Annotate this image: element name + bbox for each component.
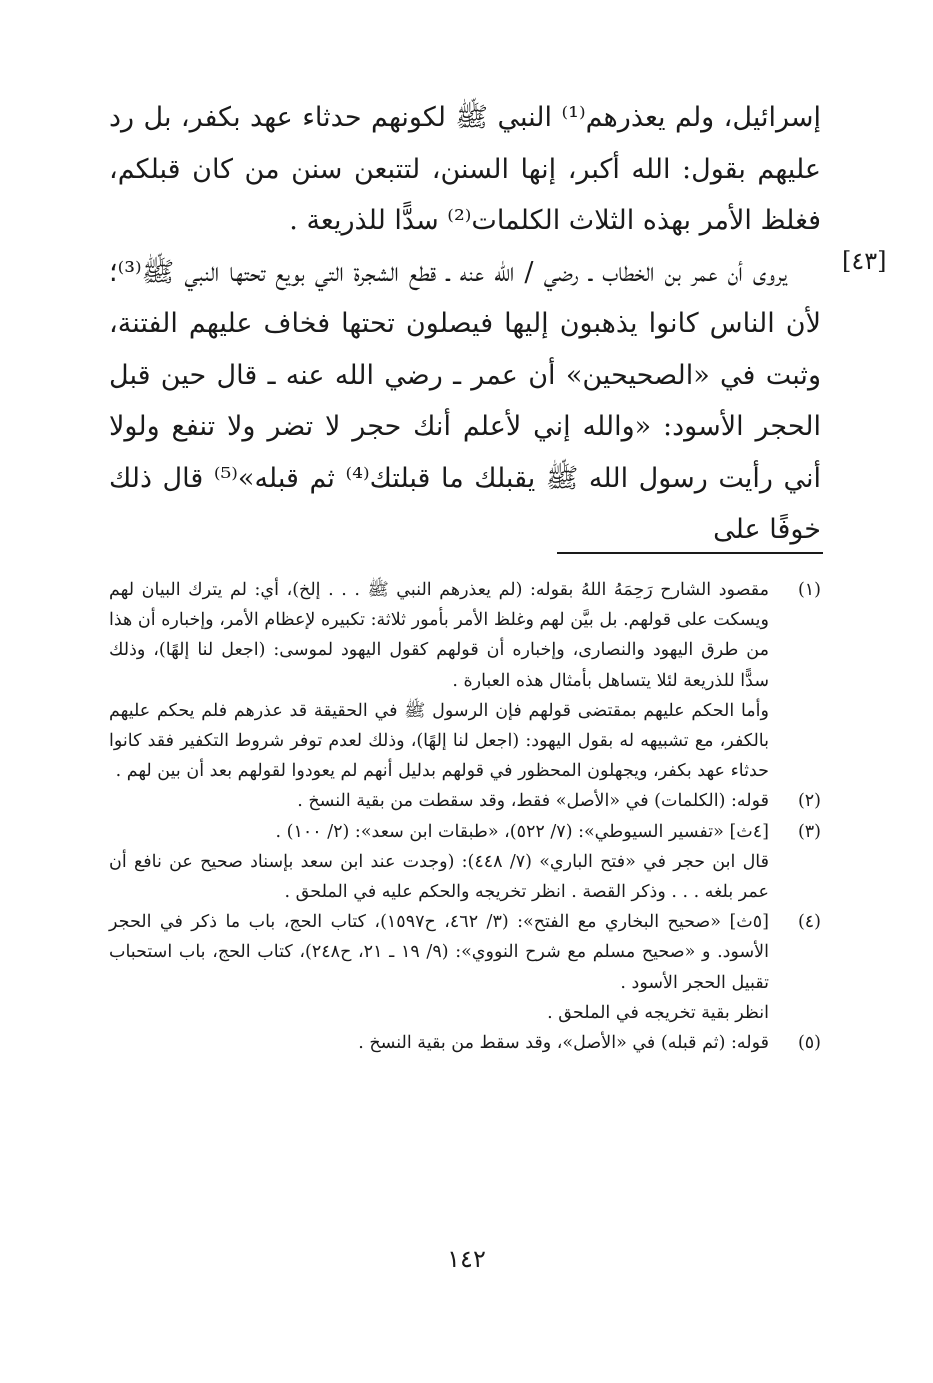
footnote-reference — [109, 907, 769, 998]
footnote-text: قوله: (ثم قبله) في «الأصل»، وقد سقط من بقية النسخ . — [358, 1033, 769, 1054]
footnote-4 — [109, 907, 821, 1028]
footnote-ref-code: [٥ث] — [729, 912, 769, 933]
footnote-1 — [109, 575, 821, 786]
footnote-5 — [109, 1028, 821, 1058]
footnote-text: انظر بقية تخريجه في الملحق . — [547, 1002, 769, 1023]
footnote-reference — [109, 817, 769, 847]
main-text — [109, 92, 821, 556]
paragraph-2: يروى أن عمر بن الخطاب ـ رضي / الله عنه ـ قطع الشجرة التي بويع تحتها النبي ﷺ⁽³⁾؛ لأن الناس كانوا يذهبون إليها فيصلون تحتها فخاف عليهم الفتنة، وثبت في «الصحيحين» أن عمر ـ رضي الله عنه ـ قال حين قبل الحجر الأسود: «والله إني لأعلم أنك حجر لا تضر ولا تنفع ولولا أني رأيت رسول الله ﷺ يقبلك ما قبلتك⁽⁴⁾ ثم قبله»⁽⁵⁾ قال ذلك خوفًا على — [109, 256, 821, 545]
footnote-number: (٤) — [797, 912, 821, 933]
footnote-number: (٥) — [797, 1033, 821, 1054]
footnotes — [109, 575, 821, 1058]
footnote-3 — [109, 817, 821, 908]
page-number: ١٤٢ — [447, 1245, 486, 1273]
footnote-text: وأما الحكم عليهم بمقتضى قولهم فإن الرسول ﷺ في الحقيقة قد عذرهم فلم يحكم عليهم بالكفر، مع تشبيهه له بقول اليهود: (اجعل لنا إلهًا)، وذلك لعدم توفر شروط التكفير فقد كانوا حدثاء عهد بكفر، ويجهلون المحظور في قولهم بدليل أنهم لم يعودوا لقولهم بعد أن بين لهم . — [109, 700, 769, 782]
footnote-number: (١) — [797, 580, 821, 600]
footnote-ref-sources: «تفسير السيوطي»: (٧/ ٥٢٢)، «طبقات ابن سعد»: (٢/ ١٠٠) . — [275, 821, 724, 842]
footnote-text: مقصود الشارح رَحِمَهُ اللهُ بقوله: (لم يعذرهم النبي ﷺ . . . إلخ)، أي: لم يترك البيان لهم ويسكت على قولهم. بل بيَّن لهم وغلظ الأمر بأمور ثلاثة: تكبيره لإعظام الأمر، وإخباره أن هذا من طرق اليهود والنصارى، وإخباره أن قولهم كقول اليهود لموسى: (اجعل لنا إلهًا)، وذلك سدًّا للذريعة لئلا يتساهل بأمثال هذه العبارة . — [109, 580, 769, 691]
footnote-2 — [109, 786, 821, 816]
footnote-text: قال ابن حجر في «فتح الباري» (٧/ ٤٤٨): (وجدت عند ابن سعد بإسناد صحيح عن نافع أن عمر بلغه . . . وذكر القصة . انظر تخريجه والحكم عليه في الملحق . — [109, 851, 769, 903]
footnote-ref-sources: «صحيح البخاري مع الفتح»: (٣/ ٤٦٢، ح١٥٩٧)، كتاب الحج، باب ما ذكر في الحجر الأسود. و «صحيح مسلم مع شرح النووي»: (٩/ ١٩ ـ ٢١، ح٢٤٨)، كتاب الحج، باب استحباب تقبيل الحجر الأسود . — [109, 912, 769, 993]
footnote-number: (٢) — [797, 791, 821, 812]
footnote-number: (٣) — [797, 821, 821, 842]
paragraph-1: إسرائيل، ولم يعذرهم⁽¹⁾ النبي ﷺ لكونهم حدثاء عهد بكفر، بل رد عليهم بقول: الله أكبر، إنها السنن، لتتبعن سنن من كان قبلكم، فغلظ الأمر بهذه الثلاث الكلمات⁽²⁾ سدًّا للذريعة . — [109, 102, 821, 236]
footnote-ref-code: [٤ث] — [729, 821, 769, 842]
paragraph-marker: [٤٣] — [842, 247, 887, 275]
footnote-divider — [557, 552, 823, 554]
footnote-text: قوله: (الكلمات) في «الأصل» فقط، وقد سقطت من بقية النسخ . — [297, 791, 769, 812]
